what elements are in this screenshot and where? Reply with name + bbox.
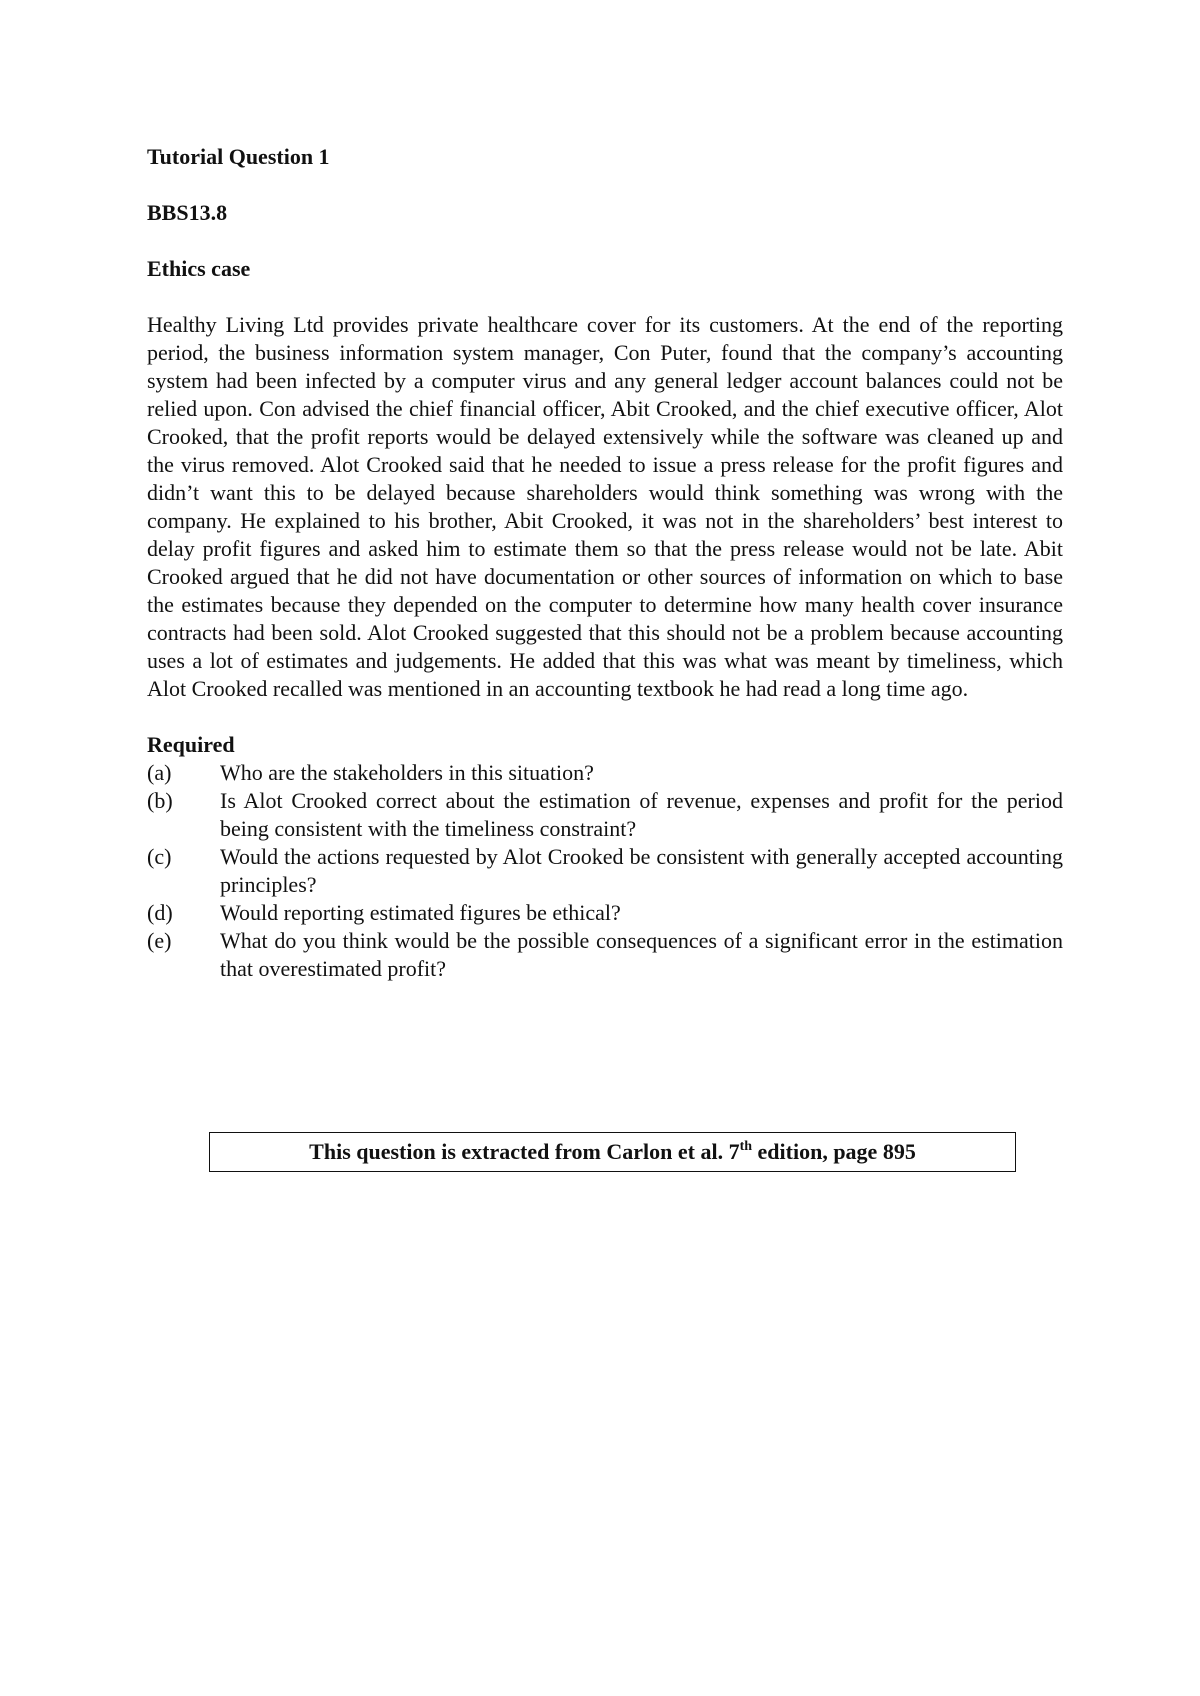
case-paragraph: Healthy Living Ltd provides private healthcare cover for its customers. At the end of the reporting period, the business information system manager, Con Puter, found that the company’s accounting system had been infected by a computer virus and any general ledger account balances could not be relied upon. Con advised the chief financial officer, Abit Crooked, and the chief executive officer, Alot Crooked, that the profit reports would be delayed extensively while the software was cleaned up and the virus removed. Alot Crooked said that he needed to issue a press release for the profit figures and didn’t want this to be delayed because shareholders would think something was wrong with the company. He explained to his brother, Abit Crooked, it was not in the shareholders’ best interest to delay profit figures and asked him to estimate them so that the press release would not be late. Abit Crooked argued that he did not have documentation or other sources of information on which to base the estimates because they depended on the computer to determine how many health cover insurance contracts had been sold. Alot Crooked suggested that this should not be a problem because accounting uses a lot of estimates and judgements. He added that this was what was meant by timeliness, which Alot Crooked recalled was mentioned in an accounting textbook he had read a long time ago. bbox=[147, 312, 1063, 701]
required-item-d bbox=[147, 899, 1063, 927]
required-item-letter: (d) bbox=[147, 900, 173, 925]
section-heading: Ethics case bbox=[147, 256, 251, 281]
required-item-letter: (a) bbox=[147, 760, 172, 785]
required-item-e bbox=[147, 927, 1063, 983]
required-item-text: Would reporting estimated figures be ethical? bbox=[220, 900, 621, 925]
document-content bbox=[147, 143, 1063, 983]
required-item-letter: (b) bbox=[147, 788, 173, 813]
required-item-letter: (e) bbox=[147, 928, 172, 953]
required-item-letter: (c) bbox=[147, 844, 172, 869]
required-item-b bbox=[147, 787, 1063, 843]
required-item-text: Who are the stakeholders in this situation? bbox=[220, 760, 594, 785]
source-note-superscript: th bbox=[739, 1138, 753, 1154]
required-list bbox=[147, 759, 1063, 983]
required-heading: Required bbox=[147, 732, 235, 757]
source-note-text: This question is extracted from Carlon et al. 7th edition, page 895 bbox=[309, 1138, 916, 1164]
required-item-a bbox=[147, 759, 1063, 787]
required-item-text: Would the actions requested by Alot Crooked be consistent with generally accepted accounting principles? bbox=[220, 844, 1063, 897]
required-item-text: Is Alot Crooked correct about the estimation of revenue, expenses and profit for the period being consistent with the timeliness constraint? bbox=[220, 788, 1063, 841]
question-title: Tutorial Question 1 bbox=[147, 144, 330, 169]
required-item-text: What do you think would be the possible consequences of a significant error in the estimation that overestimated profit? bbox=[220, 928, 1063, 981]
question-code: BBS13.8 bbox=[147, 200, 228, 225]
source-note-box bbox=[209, 1132, 1016, 1172]
required-item-c bbox=[147, 843, 1063, 899]
